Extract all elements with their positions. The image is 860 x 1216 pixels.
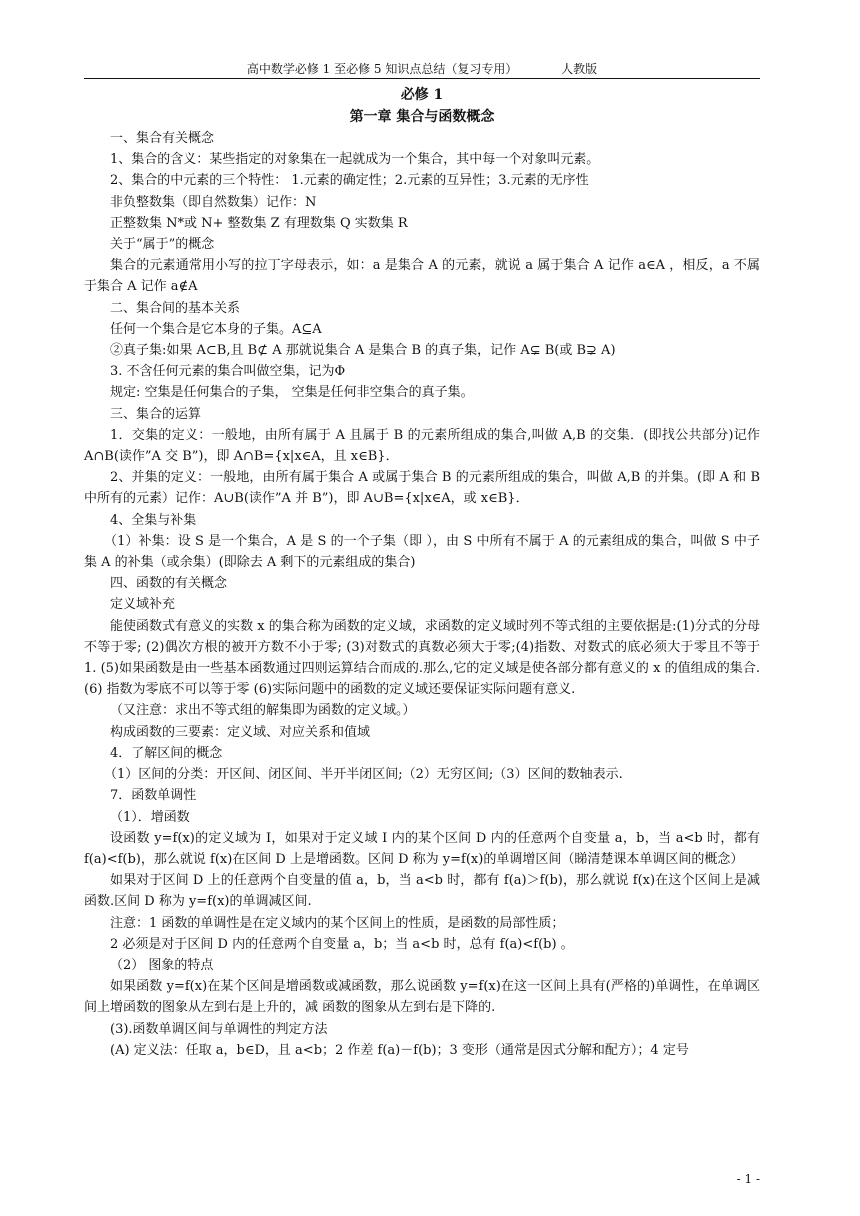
paragraph: 4、全集与补集 [110, 512, 197, 528]
page-header [84, 60, 760, 79]
paragraph: (3).函数单调区间与单调性的判定方法 [110, 1021, 328, 1037]
paragraph: （又注意：求出不等式组的解集即为函数的定义域。） [110, 703, 416, 719]
paragraph: (A) 定义法：任取 a，b∈D，且 a<b；2 作差 f(a)－f(b)；3 变形（通常是因式分解和配方）；4 定号 [110, 1042, 689, 1058]
paragraph: （2） 图象的特点 [110, 957, 214, 973]
paragraph: 4．了解区间的概念 [110, 745, 223, 761]
paragraph: 如果对于区间 D 上的任意两个自变量的值 a，b，当 a<b 时，都有 f(a)＞f(b)，那么就说 f(x)在这个区间上是减函数.区间 D 称为 y=f(x)的单调减区间. [84, 873, 760, 910]
paragraph: 规定: 空集是任何集合的子集， 空集是任何非空集合的真子集。 [110, 385, 474, 401]
paragraph: 2、并集的定义：一般地，由所有属于集合 A 或属于集合 B 的元素所组成的集合，叫做 A,B 的并集。(即 A 和 B 中所有的元素）记作：A∪B(读作”A 并 B”)，即 A∪B={x|x∈A，或 x∈B}． [84, 470, 760, 507]
chapter-title: 第一章 集合与函数概念 [349, 109, 495, 125]
paragraph: 设函数 y=f(x)的定义域为 I，如果对于定义域 I 内的某个区间 D 内的任意两个自变量 a，b，当 a<b 时，都有 f(a)<f(b)，那么就说 f(x)在区间 D 上是增函数。区间 D 称为 y=f(x)的单调增区间（睇清楚课本单调区间的概念） [84, 830, 760, 867]
section-heading: 四、函数的有关概念 [110, 576, 228, 592]
paragraph: 1、集合的含义：某些指定的对象集在一起就成为一个集合，其中每一个对象叫元素。 [110, 152, 600, 168]
header-edition: 人教版 [561, 62, 598, 76]
paragraph: ②真子集:如果 A⊂B,且 B⊄ A 那就说集合 A 是集合 B 的真子集，记作 A⊊ B(或 B⊋ A) [110, 343, 616, 359]
paragraph: 3. 不含任何元素的集合叫做空集，记为Φ [110, 364, 346, 380]
paragraph: 能使函数式有意义的实数 x 的集合称为函数的定义域，求函数的定义域时列不等式组的主要依据是:(1)分式的分母不等于零; (2)偶次方根的被开方数不小于零; (3)对数式的真数必须大于零;(4)指数、对数式的底必须大于零且不等于 1. (5)如果函数是由一些基本函数通过四则运算结合而成的.那么,它的定义域是使各部分都有意义的 x 的值组成的集合.(6) 指数为零底不可以等于零 (6)实际问题中的函数的定义域还要保证实际问题有意义. [84, 618, 760, 698]
book-title: 必修 1 [400, 87, 444, 103]
header-title: 高中数学必修 1 至必修 5 知识点总结（复习专用） [246, 62, 518, 76]
paragraph: 集合的元素通常用小写的拉丁字母表示，如：a 是集合 A 的元素，就说 a 属于集合 A 记作 a∈A ，相反，a 不属于集合 A 记作 a∉A [84, 258, 760, 295]
paragraph: 正整数集 N*或 N+ 整数集 Z 有理数集 Q 实数集 R [110, 215, 408, 231]
section-heading: 三、集合的运算 [110, 406, 202, 422]
paragraph: 任何一个集合是它本身的子集。A⊆A [110, 321, 322, 337]
section-heading: 一、集合有关概念 [110, 131, 215, 146]
paragraph: 构成函数的三要素：定义域、对应关系和值域 [110, 724, 371, 740]
paragraph: （1）区间的分类：开区间、闭区间、半开半闭区间;（2）无穷区间;（3）区间的数轴表示. [104, 767, 623, 783]
paragraph: 注意：1 函数的单调性是在定义域内的某个区间上的性质，是函数的局部性质； [110, 915, 565, 931]
paragraph: （1）补集：设 S 是一个集合，A 是 S 的一个子集（即 ），由 S 中所有不属于 A 的元素组成的集合，叫做 S 中子集 A 的补集（或余集）(即除去 A 剩下的元素组成的集合) [84, 533, 760, 571]
paragraph: 1．交集的定义：一般地，由所有属于 A 且属于 B 的元素所组成的集合,叫做 A,B 的交集．(即找公共部分)记作 A∩B(读作”A 交 B”)，即 A∩B={x|x∈A，且 x∈B}． [84, 427, 760, 465]
section-heading: 二、集合间的基本关系 [110, 300, 241, 316]
page-number: - 1 - [736, 1172, 760, 1186]
paragraph: 关于“属于”的概念 [110, 237, 215, 253]
paragraph: （1）．增函数 [110, 809, 190, 825]
paragraph: 7．函数单调性 [110, 788, 197, 804]
paragraph: 非负整数集（即自然数集）记作：N [110, 194, 317, 210]
document-body [84, 128, 760, 1061]
paragraph: 2、集合的中元素的三个特性： 1.元素的确定性；2.元素的互异性；3.元素的无序性 [110, 173, 589, 189]
paragraph: 如果函数 y=f(x)在某个区间是增函数或减函数，那么说函数 y=f(x)在这一区间上具有(严格的)单调性，在单调区间上增函数的图象从左到右是上升的，减 函数的图象从左到右是下降的. [84, 979, 760, 1016]
paragraph: 2 必须是对于区间 D 内的任意两个自变量 a，b；当 a<b 时，总有 f(a)<f(b) 。 [110, 936, 574, 952]
paragraph: 定义域补充 [110, 597, 176, 613]
